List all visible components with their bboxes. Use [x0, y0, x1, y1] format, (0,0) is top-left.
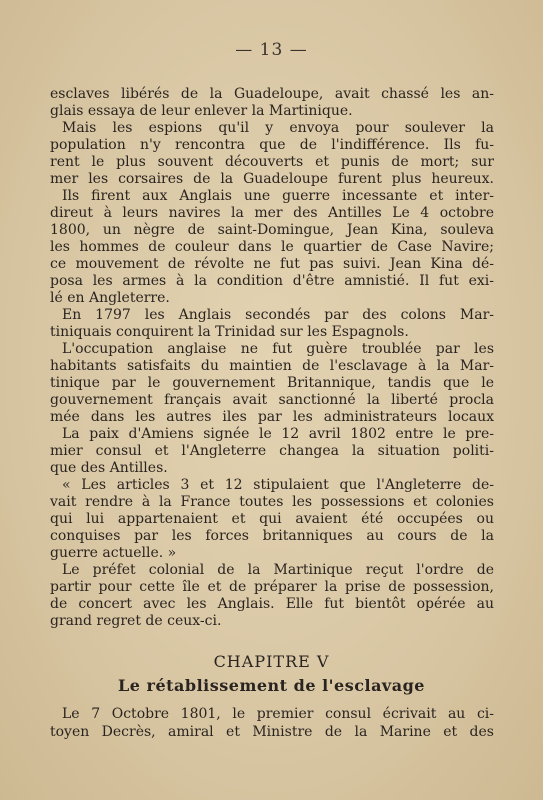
text-line: tinique par le gouvernement Britannique, tandis que le — [50, 375, 494, 391]
text-line: de concert avec les Anglais. Elle fut bientôt opérée au — [50, 596, 494, 612]
chapter-heading: CHAPITRE V — [213, 652, 330, 671]
text-line: population n'y rencontra que de l'indifférence. Ils fu- — [50, 137, 494, 153]
text-line: L'occupation anglaise ne fut guère troublée par les — [62, 341, 494, 357]
text-line: Le préfet colonial de la Martinique reçut l'ordre de — [62, 562, 494, 578]
text-line: posa les armes à la condition d'être amnistié. Il fut exi- — [50, 273, 494, 289]
text-line: les hommes de couleur dans le quartier de Case Navire; — [50, 239, 494, 255]
page-number: — 13 — — [235, 40, 308, 60]
text-line: conquises par les forces britanniques au cours de la — [50, 528, 494, 544]
text-line: La paix d'Amiens signée le 12 avril 1802 entre le pre- — [62, 426, 494, 442]
text-line: habitants satisfaits du maintien de l'esclavage à la Mar- — [50, 358, 494, 374]
text-line: mée dans les autres iles par les administrateurs locaux — [50, 409, 494, 425]
text-line: que des Antilles. — [50, 460, 168, 476]
text-line: Mais les espions qu'il y envoya pour soulever la — [62, 120, 494, 136]
text-line: lé en Angleterre. — [50, 290, 170, 306]
text-line: rent le plus souvent découverts et punis de mort; sur — [50, 154, 494, 170]
text-line: tiniquais conquirent la Trinidad sur les Espagnols. — [50, 324, 409, 340]
text-line: grand regret de ceux-ci. — [50, 613, 222, 629]
text-line: ce mouvement de révolte ne fut pas suivi. Jean Kina dé- — [50, 256, 494, 272]
text-line: Le 7 Octobre 1801, le premier consul écrivait au ci- — [62, 706, 494, 722]
text-line: mer les corsaires de la Guadeloupe furent plus heureux. — [50, 171, 494, 187]
text-line: guerre actuelle. » — [50, 545, 177, 561]
text-line: toyen Decrès, amiral et Ministre de la Marine et des — [50, 724, 494, 740]
text-line: En 1797 les Anglais secondés par des colons Mar- — [62, 307, 494, 323]
text-line: mier consul et l'Angleterre changea la situation politi- — [50, 443, 494, 459]
chapter-body — [50, 705, 494, 741]
text-line: Ils firent aux Anglais une guerre incessante et inter- — [62, 188, 494, 204]
chapter-title: Le rétablissement de l'esclavage — [118, 676, 425, 695]
text-line: direut à leurs navires la mer des Antilles Le 4 octobre — [50, 205, 494, 221]
text-line: qui lui appartenaient et qui avaient été occupées ou — [50, 511, 494, 527]
text-line: « Les articles 3 et 12 stipulaient que l'Angleterre de- — [62, 477, 494, 493]
text-line: esclaves libérés de la Guadeloupe, avait chassé les an- — [50, 86, 494, 102]
body-text — [50, 86, 494, 630]
text-line: vait rendre à la France toutes les possessions et colonies — [50, 494, 494, 510]
text-line: glais essaya de leur enlever la Martinique. — [50, 103, 353, 119]
text-line: gouvernement français avait sanctionné la liberté procla — [50, 392, 494, 408]
text-line: 1800, un nègre de saint-Domingue, Jean Kina, souleva — [50, 222, 494, 238]
text-line: partir pour cette île et de préparer la prise de possession, — [50, 579, 494, 595]
